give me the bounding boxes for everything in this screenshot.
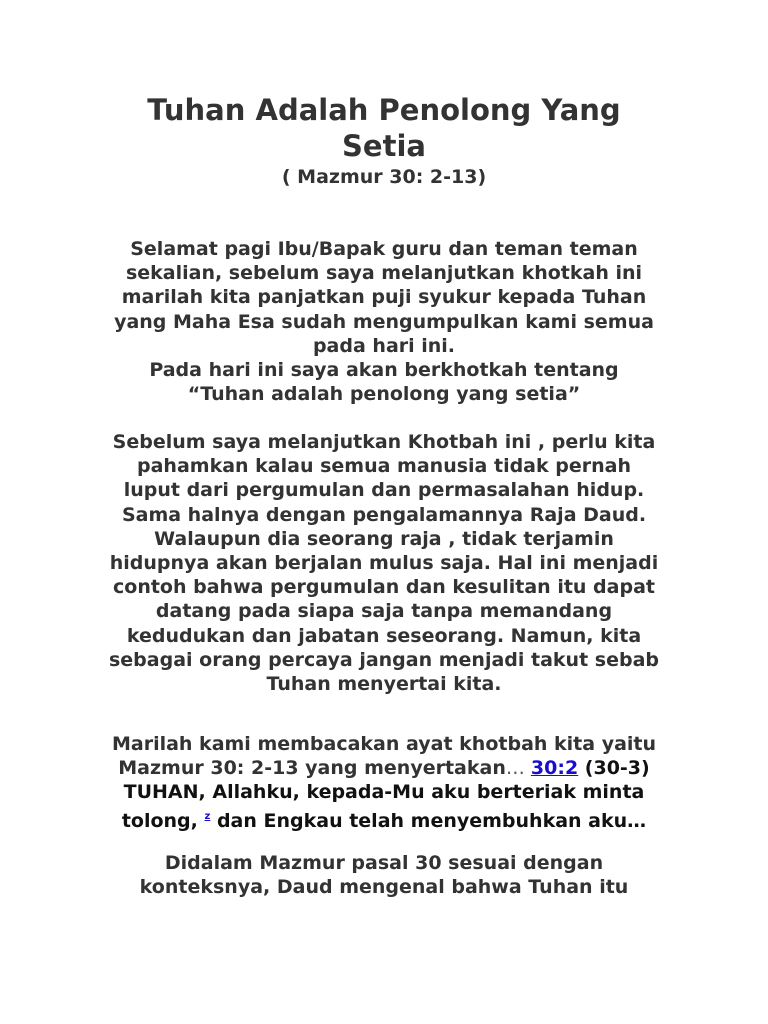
text-line: Pada hari ini saya akan berkhotkah tentang [149, 359, 619, 382]
paragraph-greeting [64, 237, 704, 406]
text-line: Walaupun dia seorang raja , tidak terjamin [154, 527, 614, 550]
verse-link[interactable]: 30:2 [530, 757, 579, 780]
title-line-1: Tuhan Adalah Penolong Yang [147, 93, 621, 127]
scripture-reference: ( Mazmur 30: 2-13) [281, 166, 487, 188]
text-line: Tuhan menyertai kita. [266, 673, 502, 696]
text-line: “Tuhan adalah penolong yang setia” [187, 383, 581, 406]
text-line: marilah kita panjatkan puji syukur kepada Tuhan [121, 286, 647, 309]
text-line: Sama halnya dengan pengalamannya Raja Daud. [121, 503, 647, 526]
text-line: Didalam Mazmur pasal 30 sesuai dengan [164, 852, 604, 874]
paragraph-introduction [64, 430, 704, 696]
paragraph-scripture-reading [64, 732, 704, 833]
text-line: sebagai orang percaya jangan menjadi takut sebab [108, 648, 659, 671]
text-line: pada hari ini. [312, 334, 456, 357]
text-segment: tolong, [121, 809, 198, 832]
verse-number: (30-3) [578, 757, 650, 780]
title-line-2: Setia [342, 129, 426, 163]
text-line: konteksnya, Daud mengenal bahwa Tuhan itu [139, 876, 629, 899]
paragraph-context [64, 851, 704, 899]
page-title [84, 92, 684, 164]
text-line: yang Maha Esa sudah mengumpulkan kami semua [114, 310, 654, 333]
text-line: pahamkan kalau semua manusia tidak pernah [137, 455, 631, 478]
verse-text-line: TUHAN, Allahku, kepada-Mu aku berteriak minta [123, 781, 645, 804]
text-line: kedudukan dan jabatan seseorang. Namun, kita [126, 624, 642, 647]
ellipsis: … [505, 757, 531, 780]
text-segment: Mazmur 30: 2-13 yang menyertakan [118, 757, 506, 780]
text-line: luput dari pergumulan dan permasalahan hidup. [123, 479, 645, 502]
text-line: hidupnya akan berjalan mulus saja. Hal ini menjadi [109, 552, 659, 575]
text-line: Sebelum saya melanjutkan Khotbah ini , perlu kita [112, 431, 656, 453]
footnote-marker[interactable]: z [204, 810, 211, 822]
text-line [64, 756, 704, 780]
text-line: datang pada siapa saja tanpa memandang [155, 600, 613, 623]
text-line: contoh bahwa pergumulan dan kesulitan itu dapat [113, 576, 655, 599]
text-line: Marilah kami membacakan ayat khotbah kita yaitu [111, 733, 657, 755]
verse-text-line [64, 805, 704, 833]
text-line: sekalian, sebelum saya melanjutkan khotkah ini [125, 262, 643, 285]
text-segment: dan Engkau telah menyembuhkan aku… [210, 809, 647, 832]
text-line: Selamat pagi Ibu/Bapak guru dan teman teman [130, 238, 638, 260]
